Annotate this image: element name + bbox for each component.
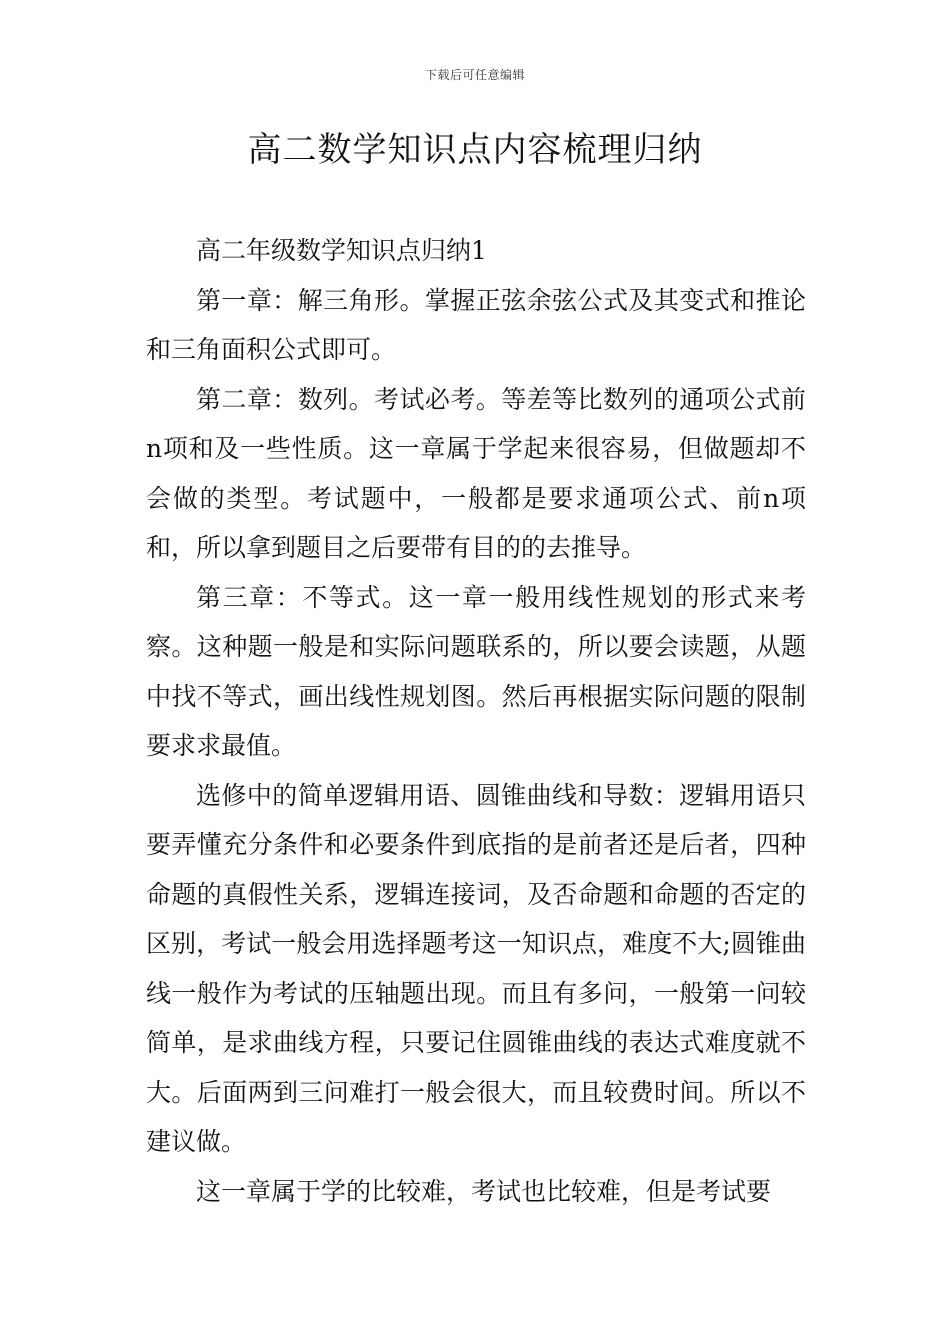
paragraph-electives: 选修中的简单逻辑用语、圆锥曲线和导数：逻辑用语只要弄懂充分条件和必要条件到底指的是前者还是后者，四种命题的真假性关系，逻辑连接词，及否命题和命题的否定的区别，考试一般会用选择题考这一知识点，难度不大;圆锥曲线一般作为考试的压轴题出现。而且有多问，一般第一问较简单，是求曲线方程，只要记住圆锥曲线的表达式难度就不大。后面两到三问难打一般会很大，而且较费时间。所以不建议做。 (146, 780, 806, 1156)
paragraph-chapter-1: 第一章：解三角形。掌握正弦余弦公式及其变式和推论和三角面积公式即可。 (146, 285, 806, 364)
paragraph-chapter-2: 第二章：数列。考试必考。等差等比数列的通项公式前n项和及一些性质。这一章属于学起来很容易，但做题却不会做的类型。考试题中，一般都是要求通项公式、前n项和，所以拿到题目之后要带有目的的去推导。 (146, 384, 806, 562)
document-body (146, 226, 806, 1216)
paragraph-continued: 这一章属于学的比较难，考试也比较难，但是考试要 (196, 1176, 772, 1206)
paragraph-section-heading: 高二年级数学知识点归纳1 (196, 236, 487, 265)
header-note: 下载后可任意编辑 (424, 68, 525, 82)
paragraph-chapter-3: 第三章：不等式。这一章一般用线性规划的形式来考察。这种题一般是和实际问题联系的，所以要会读题，从题中找不等式，画出线性规划图。然后再根据实际问题的限制要求求最值。 (146, 582, 806, 760)
document-title: 高二数学知识点内容梳理归纳 (247, 130, 703, 170)
